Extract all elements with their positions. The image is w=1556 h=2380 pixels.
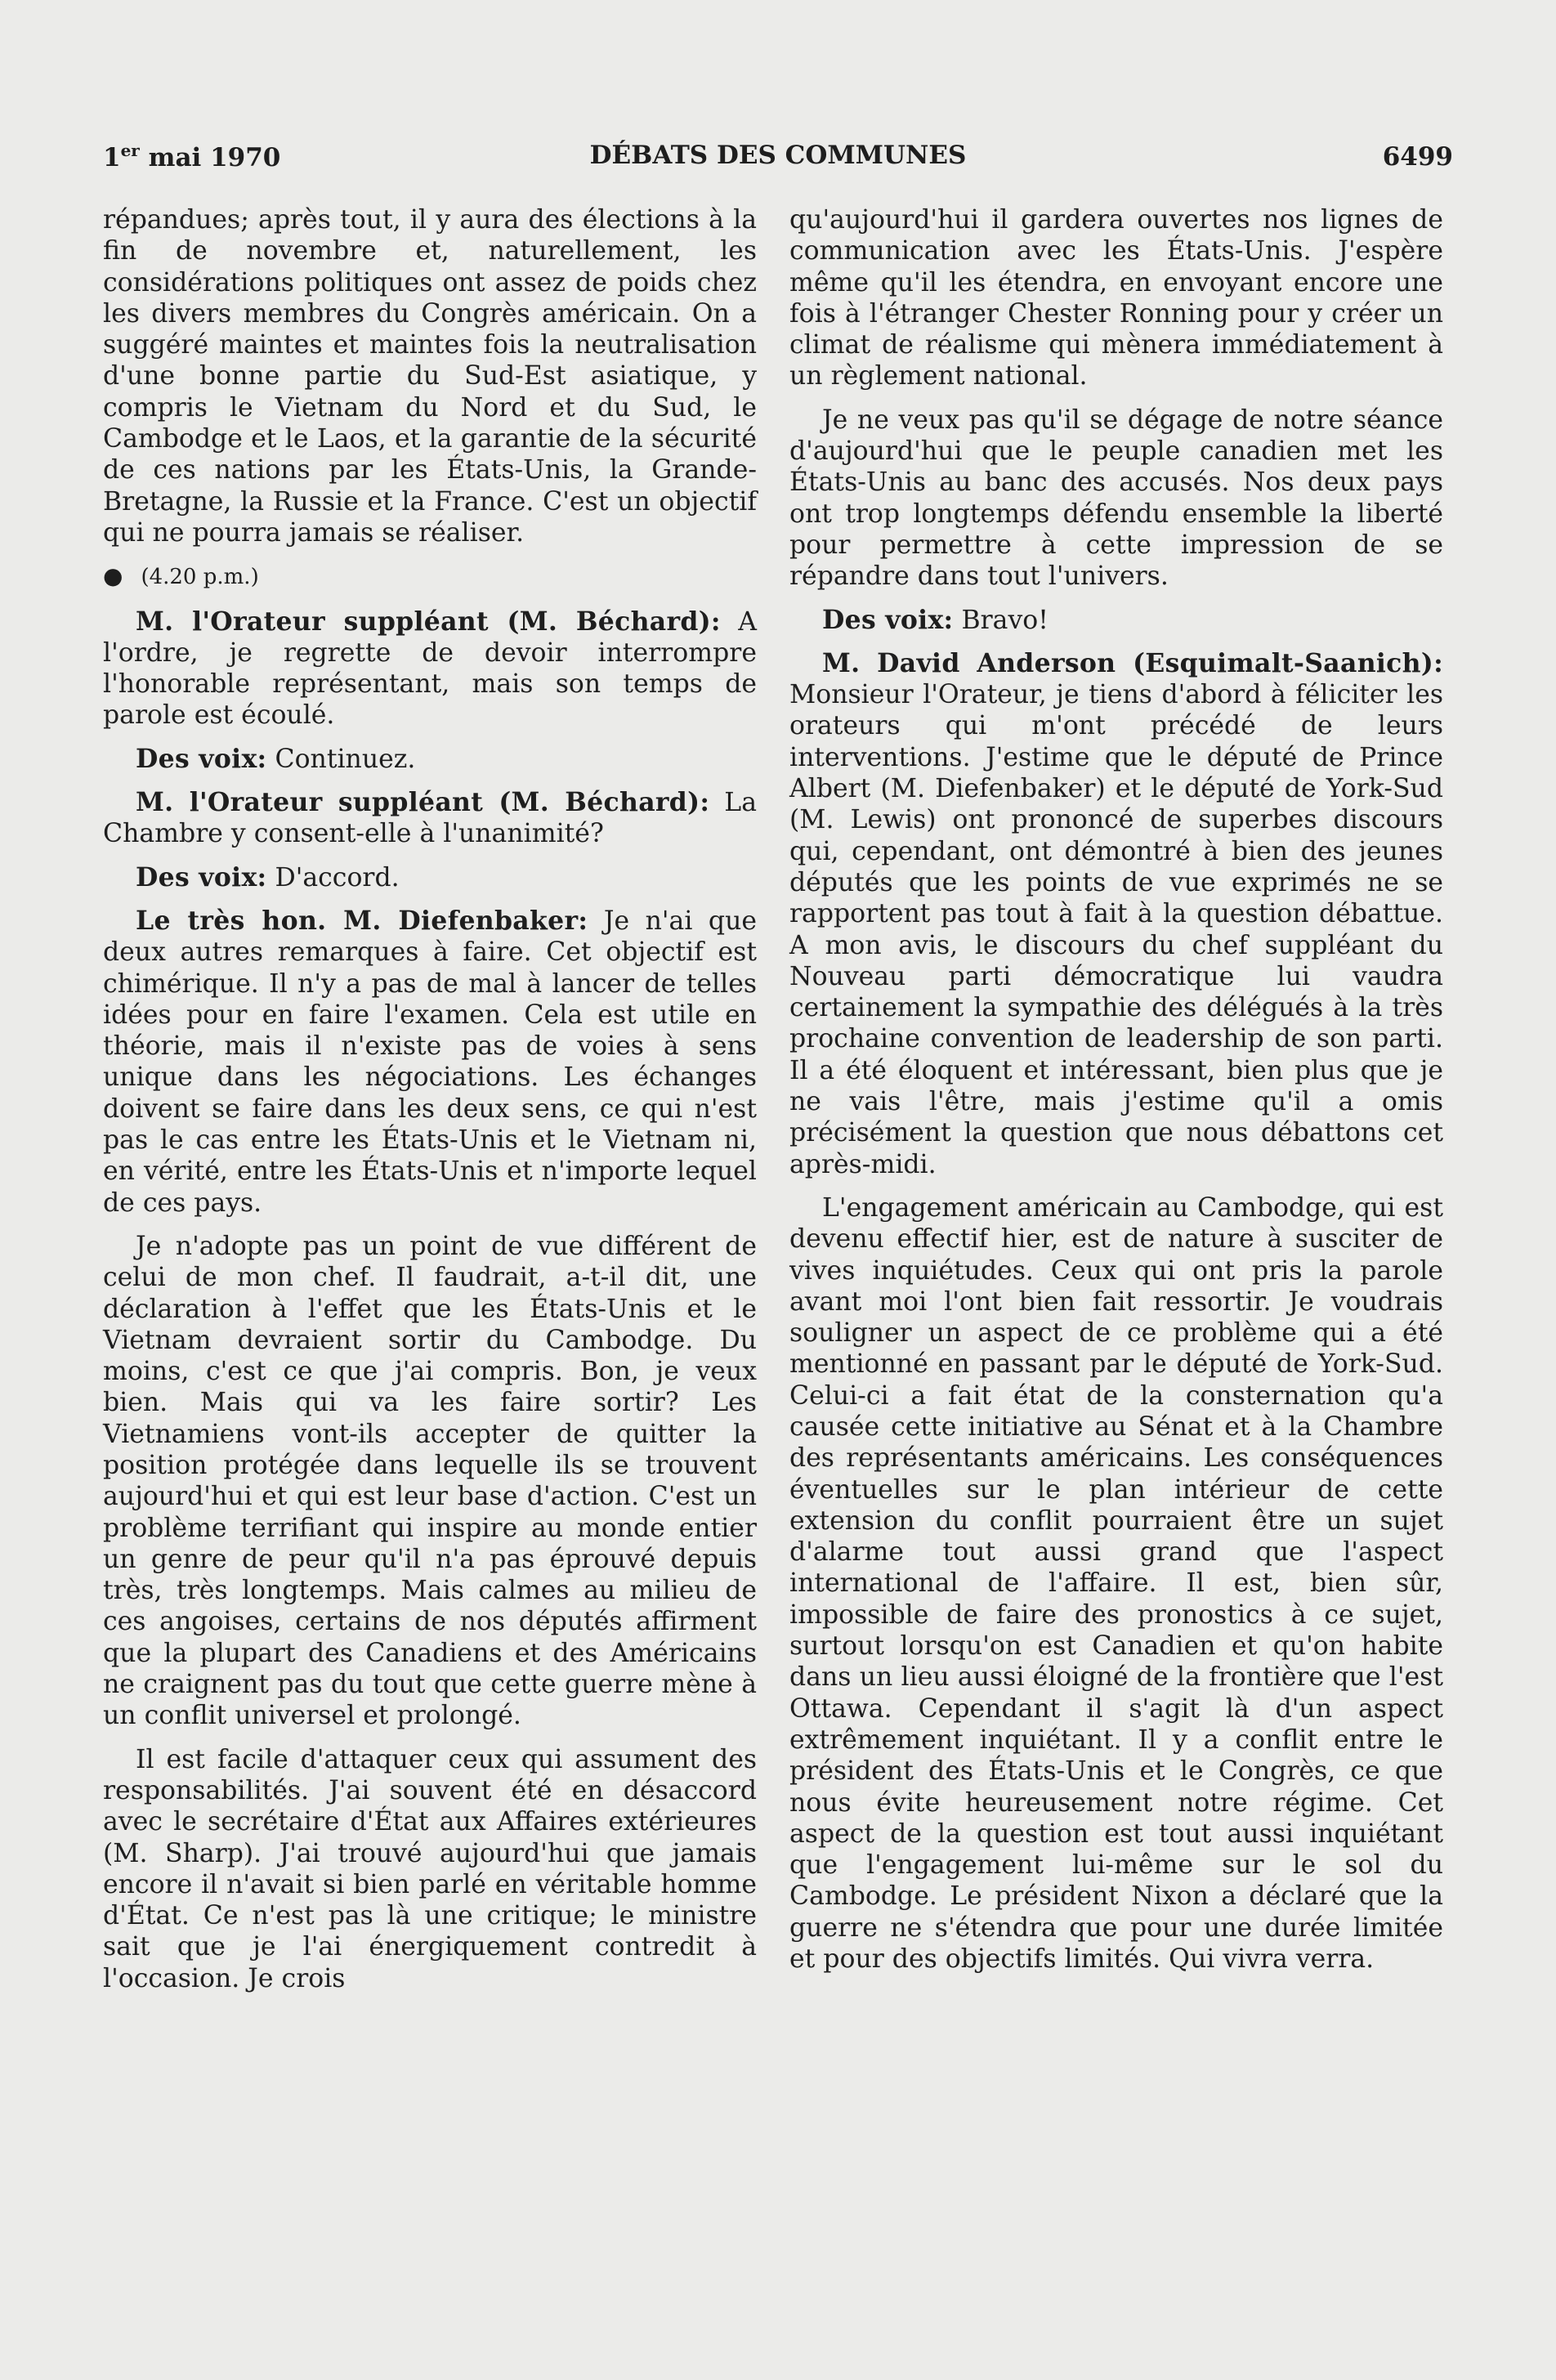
speaker-name: M. l'Orateur suppléant (M. Béchard): [136,787,710,818]
header-date: 1er mai 1970 [103,141,281,172]
speech: M. l'Orateur suppléant (M. Béchard): La Chambre y consent-elle à l'unanimité? [103,787,757,849]
paragraph: L'engagement américain au Cambodge, qui est devenu effectif hier, est de nature à susciter de vives inquiétudes. Ceux qui ont pris la parole avant moi l'ont bien fait ressortir. Je voudrais souligner un aspect de ce problème qui a été mentionné en passant par le député de York-Sud. Celui-ci a fait état de la consternation qu'a causée cette initiative au Sénat et à la Chambre des représentants américains. Les conséquences éventuelles sur le plan intérieur de cette extension du conflit pourraient être un sujet d'alarme tout aussi grand que l'aspect international de l'affaire. Il est, bien sûr, impossible de faire des pronostics à ce sujet, surtout lorsqu'on est Canadien et qu'on habite dans un lieu aussi éloigné de la frontière que l'est Ottawa. Cependant il s'agit là d'un aspect extrêmement inquiétant. Il y a conflit entre le président des États-Unis et le Congrès, ce que nous évite heureusement notre régime. Cet aspect de la question est tout aussi inquiétant que l'engagement lui-même sur le sol du Cambodge. Le président Nixon a déclaré que la guerre ne s'étendra que pour une durée limitée et pour des objectifs limités. Qui vivra verra. [789,1192,1443,1975]
paragraph: Je n'adopte pas un point de vue différent de celui de mon chef. Il faudrait, a-t-il dit, une déclaration à l'effet que les États-Unis et le Vietnam devraient sortir du Cambodge. Du moins, c'est ce que j'ai compris. Bon, je veux bien. Mais qui va les faire sortir? Les Vietnamiens vont-ils accepter de quitter la position protégée dans lequelle ils se trouvent aujourd'hui et qui est leur base d'action. C'est un problème terrifiant qui inspire au monde entier un genre de peur qu'il n'a pas éprouvé depuis très, très longtemps. Mais calmes au milieu de ces angoises, certains de nos députés affirment que la plupart des Canadiens et des Américains ne craignent pas du tout que cette guerre mène à un conflit universel et prolongé. [103,1231,757,1731]
speech: M. l'Orateur suppléant (M. Béchard): A l'ordre, je regrette de devoir interrompre l'honorable représentant, mais son temps de parole est écoulé. [103,606,757,731]
paragraph: Je ne veux pas qu'il se dégage de notre séance d'aujourd'hui que le peuple canadien met les États-Unis au banc des accusés. Nos deux pays ont trop longtemps défendu ensemble la liberté pour permettre à cette impression de se répandre dans tout l'univers. [789,405,1443,592]
speech: Des voix: D'accord. [136,861,400,892]
right-column [789,204,1443,1987]
header-page-number: 6499 [1382,142,1453,172]
paragraph: Il est facile d'attaquer ceux qui assument des responsabilités. J'ai souvent été en désaccord avec le secrétaire d'État aux Affaires extérieures (M. Sharp). J'ai trouvé aujourd'hui que jamais encore il n'avait si bien parlé en véritable homme d'État. Ce n'est pas là une critique; le ministre sait que je l'ai énergiquement contredit à l'occasion. Je crois [103,1744,757,1993]
speech: M. David Anderson (Esquimalt-Saanich): Monsieur l'Orateur, je tiens d'abord à féliciter les orateurs qui m'ont précédé de leurs interventions. J'estime que le député de Prince Albert (M. Diefenbaker) et le député de York-Sud (M. Lewis) ont prononcé de superbes discours qui, cependant, ont démontré à bien des jeunes députés que les points de vue exprimés ne se rapportent pas tout à fait à la question débattue. A mon avis, le discours du chef suppléant du Nouveau parti démocratique lui vaudra certainement la sympathie des délégués à la très prochaine convention de leadership de son parti. Il a été éloquent et intéressant, bien plus que je ne vais l'être, mais j'estime qu'il a omis précisément la question que nous débattons cet après-midi. [789,647,1443,1179]
speaker-name: Des voix: [822,604,954,635]
speaker-name: Des voix: [136,861,267,892]
header-title: DÉBATS DES COMMUNES [589,141,967,170]
speaker-name: M. l'Orateur suppléant (M. Béchard): [136,606,721,637]
paragraph: répandues; après tout, il y aura des élections à la fin de novembre et, naturellement, les considérations politiques ont assez de poids chez les divers membres du Congrès américain. On a suggéré maintes et maintes fois la neutralisation d'une bonne partie du Sud-Est asiatique, y compris le Vietnam du Nord et du Sud, le Cambodge et le Laos, et la garantie de la sécurité de ces nations par les États-Unis, la Grande-Bretagne, la Russie et la France. C'est un objectif qui ne pourra jamais se réaliser. [103,205,757,548]
bullet-icon: ● [103,562,123,590]
paragraph: qu'aujourd'hui il gardera ouvertes nos lignes de communication avec les États-Unis. J'espère même qu'il les étendra, en envoyant encore une fois à l'étranger Chester Ronning pour y créer un climat de réalisme qui mènera immédiatement à un règlement national. [789,205,1443,391]
running-header [103,141,1453,178]
speaker-name: Le très hon. M. Diefenbaker: [136,905,588,936]
speech: Des voix: Continuez. [136,743,416,774]
left-column [103,204,757,2006]
speaker-name: M. David Anderson (Esquimalt-Saanich): [822,647,1443,678]
speaker-name: Des voix: [136,743,267,774]
speech: Le très hon. M. Diefenbaker: Je n'ai que deux autres remarques à faire. Cet objectif est chimérique. Il n'y a pas de mal à lancer de telles idées pour en faire l'examen. Cela est utile en théorie, mais il n'existe pas de voies à sens unique dans les négociations. Les échanges doivent se faire dans les deux sens, ce qui n'est pas le cas entre les États-Unis et le Vietnam ni, en vérité, entre les États-Unis et n'importe lequel de ces pays. [103,905,757,1218]
speech: Des voix: Bravo! [822,604,1049,635]
timestamp: ● (4.20 p.m.) [103,562,259,590]
